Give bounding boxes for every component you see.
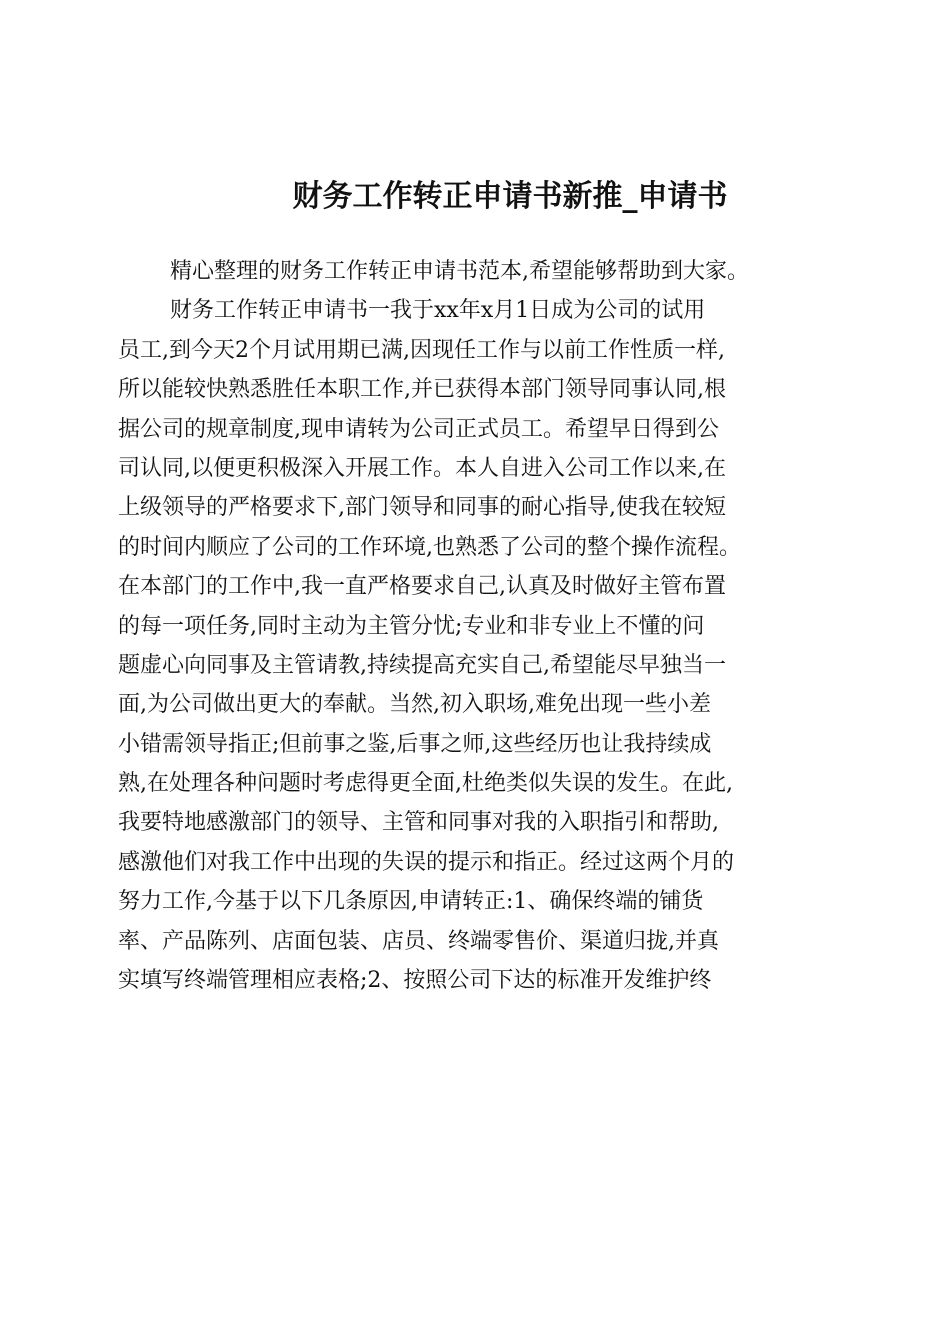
- body-line: 熟,在处理各种问题时考虑得更全面,杜绝类似失误的发生。在此,: [118, 771, 733, 797]
- body-line: 的每一项任务,同时主动为主管分忧;专业和非专业上不懂的问: [118, 613, 705, 639]
- body-line: 精心整理的财务工作转正申请书范本,希望能够帮助到大家。: [170, 259, 749, 284]
- body-line: 率、产品陈列、店面包装、店员、终端零售价、渠道归拢,并真: [118, 928, 719, 954]
- body-line: 在本部门的工作中,我一直严格要求自己,认真及时做好主管布置: [118, 574, 726, 600]
- body-line: 小错需领导指正;但前事之鉴,后事之师,这些经历也让我持续成: [118, 731, 712, 757]
- body-line: 感激他们对我工作中出现的失误的提示和指正。经过这两个月的: [118, 849, 735, 875]
- body-line: 司认同,以便更积极深入开展工作。本人自进入公司工作以来,在: [118, 455, 726, 481]
- body-line: 我要特地感激部门的领导、主管和同事对我的入职指引和帮助,: [118, 810, 719, 836]
- body-line: 的时间内顺应了公司的工作环境,也熟悉了公司的整个操作流程。: [118, 534, 741, 560]
- body-line: 题虚心向同事及主管请教,持续提高充实自己,希望能尽早独当一: [118, 652, 726, 678]
- body-line: 面,为公司做出更大的奉献。当然,初入职场,难免出现一些小差: [118, 692, 711, 718]
- body-line: 努力工作,今基于以下几条原因,申请转正:1、确保终端的铺货: [118, 889, 704, 915]
- body-line: 据公司的规章制度,现申请转为公司正式员工。希望早日得到公: [118, 416, 719, 442]
- body-line: 所以能较快熟悉胜任本职工作,并已获得本部门领导同事认同,根: [118, 377, 726, 403]
- body-line: 员工,到今天2个月试用期已满,因现任工作与以前工作性质一样,: [118, 337, 725, 363]
- document-title: 财务工作转正申请书新推_申请书: [292, 179, 728, 214]
- body-line: 财务工作转正申请书一我于xx年x月1日成为公司的试用: [170, 298, 706, 324]
- body-line: 实填写终端管理相应表格;2、按照公司下达的标准开发维护终: [118, 968, 712, 994]
- document-body: [118, 252, 854, 1000]
- body-line: 上级领导的严格要求下,部门领导和同事的耐心指导,使我在较短: [118, 495, 726, 521]
